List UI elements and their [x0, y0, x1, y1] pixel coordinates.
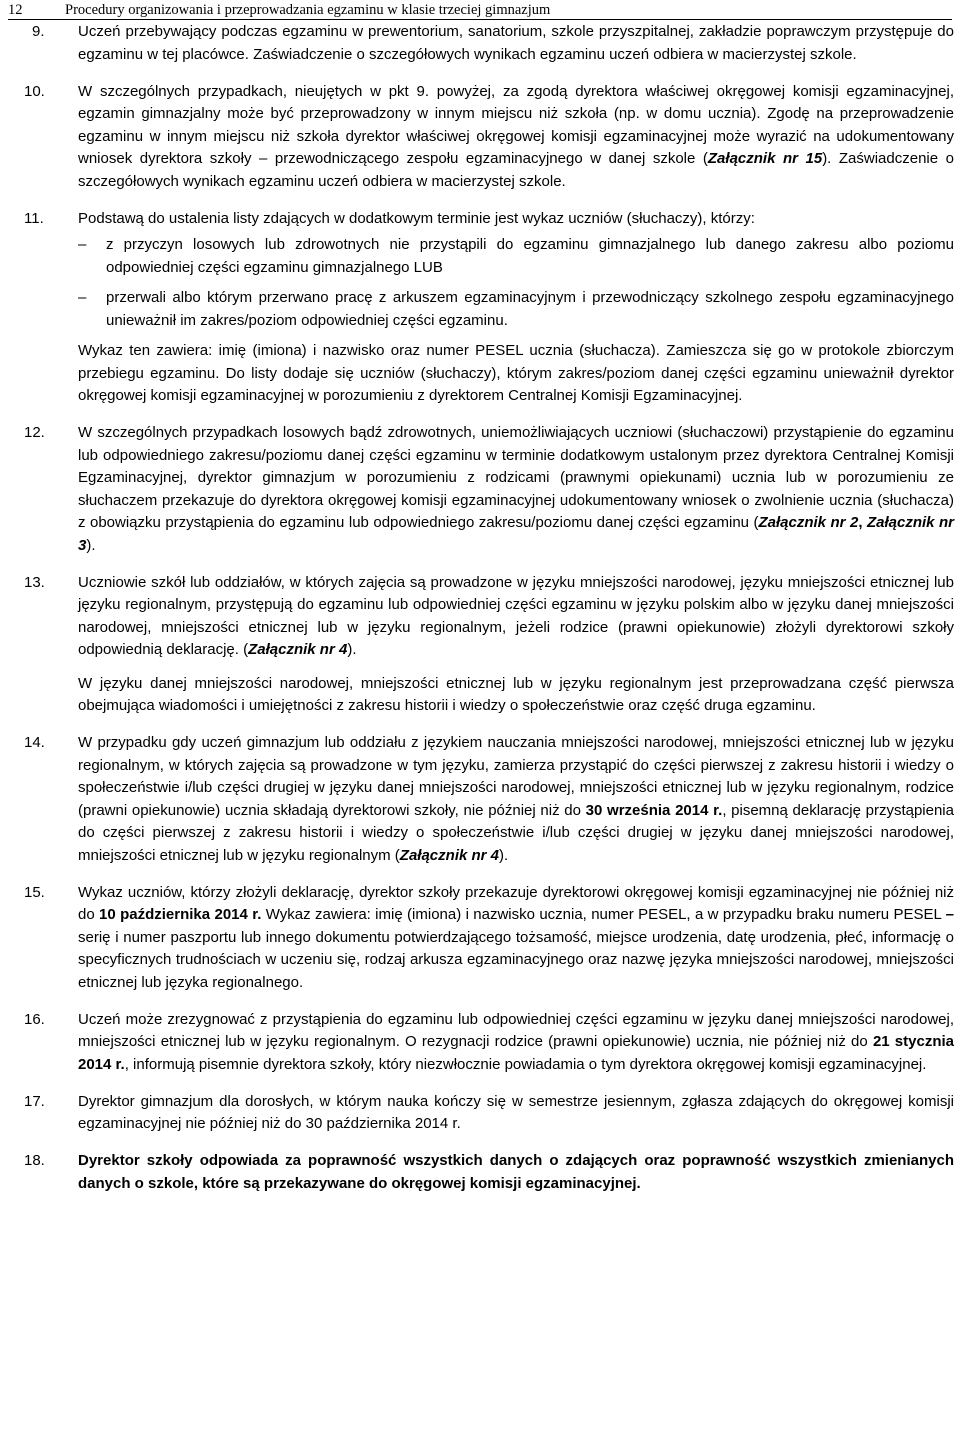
deadline-date: 10 października 2014 r. [99, 906, 262, 923]
item-number: 17. [24, 1092, 45, 1110]
item-text: W języku danej mniejszości narodowej, mniejszości etnicznej lub w języku regionalnym jest przeprowadzana część pierwsza obejmująca wiadomości i umiejętności z zakresu historii i wiedzy o społeczeństwie oraz część druga egzaminu. [78, 674, 954, 714]
list-item-12 [24, 422, 954, 557]
attachment-reference: Załącznik nr 3 [78, 514, 954, 554]
item-number: 12. [24, 424, 45, 441]
item-number: 11. [24, 209, 44, 227]
list-item-16 [24, 1009, 954, 1077]
list-item-10 [24, 81, 954, 194]
attachment-reference: Załącznik nr 15 [707, 150, 823, 167]
item-text: Dyrektor szkoły odpowiada za poprawność wszystkich danych o zdających oraz poprawność wszystkich zmienianych danych o szkole, które są przekazywane do okręgowej komisji egzaminacyjnej. [78, 1152, 954, 1192]
list-item-13 [24, 572, 954, 718]
attachment-reference: Załącznik nr 2 [758, 514, 859, 531]
item-number: 16. [24, 1010, 45, 1028]
page-header [8, 0, 952, 20]
item-text: Wykaz uczniów, którzy złożyli deklarację, dyrektor szkoły przekazuje dyrektorowi okręgowej komisji egzaminacyjnej nie później niż do 10 października 2014 r. Wykaz zawiera: imię (imiona) i nazwisko ucznia, numer PESEL, a w przypadku braku numeru PESEL – serię i numer paszportu lub innego dokumentu potwierdzającego tożsamość, miejsce urodzenia, datę urodzenia, płeć, informację o specyficznych trudnościach w uczeniu się, rodzaj arkusza egzaminacyjnego oraz nazwę języka mniejszości narodowej, mniejszości etnicznej lub języka regionalnego. [78, 883, 955, 991]
item-text: Podstawą do ustalenia listy zdających w dodatkowym terminie jest wykaz uczniów (słuchaczy), którzy: [78, 209, 755, 227]
list-item-14 [24, 732, 954, 867]
page-number: 12 [8, 2, 23, 18]
item-text: Wykaz ten zawiera: imię (imiona) i nazwisko oraz numer PESEL ucznia (słuchacza). Zamieszcza się go w protokole zbiorczym przebiegu egzaminu. Do listy dodaje się uczniów (słuchaczy), którym zakres/poziom danej części egzaminu unieważnił dyrektor okręgowej komisji egzaminacyjnej w porozumieniu z dyrektorem Centralnej Komisji Egzaminacyjnej. [78, 342, 954, 404]
item-text: Uczniowie szkół lub oddziałów, w których zajęcia są prowadzone w języku mniejszości narodowej, języku mniejszości etnicznej lub języku regionalnym, przystępują do egzaminu lub odpowiedniej części egzaminu w języku polskim albo w języku danej mniejszości narodowej, mniejszości etnicznej lub w języku regionalnym, jeżeli rodzice (prawni opiekunowie) złożyli dyrektorowi szkoły odpowiednią deklarację. (Załącznik nr 4). [78, 573, 954, 658]
item-text: W szczególnych przypadkach, nieujętych w pkt 9. powyżej, za zgodą dyrektora właściwej okręgowej komisji egzaminacyjnej, egzamin gimnazjalny może być przeprowadzony w innym miejscu niż szkoła (np. w domu ucznia). Zgodę na przeprowadzenie egzaminu w innym miejscu niż szkoła dyrektor właściwej okręgowej komisji egzaminacyjnej może wyrazić na udokumentowany wniosek dyrektora szkoły – przewodniczącego zespołu egzaminacyjnego w danej szkole (Załącznik nr 15). Zaświadczenie o szczegółowych wynikach egzaminu uczeń odbiera w macierzystej szkole. [78, 82, 954, 190]
list-item-9 [24, 21, 954, 66]
dash-marker: – [78, 236, 87, 253]
dash-text: przerwali albo którym przerwano pracę z arkuszem egzaminacyjnym i przewodniczący szkolnego zespołu egzaminacyjnego unieważnił im zakres/poziom odpowiedniej części egzaminu. [106, 289, 954, 329]
list-item-17 [24, 1091, 954, 1136]
attachment-reference: Załącznik nr 4 [399, 846, 500, 864]
deadline-date: 21 stycznia 2014 r. [78, 1033, 954, 1073]
item-number: 15. [24, 883, 45, 901]
item-text: W szczególnych przypadkach losowych bądź zdrowotnych, uniemożliwiających uczniowi (słuchaczowi) przystąpienie do egzaminu lub odpowiedniego zakresu/poziomu danej części egzaminu w terminie dodatkowym ustalonym przez dyrektora Centralnej Komisji Egzaminacyjnej, dyrektor gimnazjum w porozumieniu z rodzicami (prawnymi opiekunami) ucznia lub w porozumieniu ze słuchaczem przekazuje do dyrektora okręgowej komisji egzaminacyjnej udokumentowany wniosek o zwolnienie ucznia (słuchacza) z obowiązku przystąpienia do egzaminu lub odpowiedniego zakresu/poziomu danej części egzaminu (Załącznik nr 2, Załącznik nr 3). [78, 424, 954, 554]
item-text: Dyrektor gimnazjum dla dorosłych, w którym nauka kończy się w semestrze jesiennym, zgłasza zdających do okręgowej komisji egzaminacyjnej nie później niż do 30 października 2014 r. [78, 1092, 954, 1132]
dash-marker: – [78, 289, 87, 306]
item-number: 13. [24, 573, 45, 591]
item-number: 18. [24, 1152, 45, 1169]
header-title: Procedury organizowania i przeprowadzania egzaminu w klasie trzeciej gimnazjum [65, 2, 551, 18]
list-item-11 [24, 208, 954, 408]
dash-list-item [78, 287, 954, 332]
deadline-date: 30 września 2014 r. [585, 801, 723, 819]
dash-list-item [78, 234, 954, 279]
item-text: W przypadku gdy uczeń gimnazjum lub oddziału z językiem nauczania mniejszości narodowej, mniejszości etnicznej lub w języku regionalnym, w których zajęcia są prowadzone w tym języku, zamierza przystąpić do części pierwszej z zakresu historii i wiedzy o społeczeństwie i/lub części drugiej w języku danej mniejszości narodowej, mniejszości etnicznej lub w języku regionalnym, rodzice (prawni opiekunowie) ucznia składają dyrektorowi szkoły, nie później niż do 30 września 2014 r., pisemną deklarację przystąpienia do części pierwszej z zakresu historii i wiedzy o społeczeństwie i/lub części drugiej w języku danej mniejszości narodowej, mniejszości etnicznej lub w języku regionalnym (Załącznik nr 4). [78, 734, 954, 864]
list-item-18 [24, 1150, 954, 1195]
dash-text: z przyczyn losowych lub zdrowotnych nie przystąpili do egzaminu gimnazjalnego lub danego zakresu albo poziomu odpowiedniej części egzaminu gimnazjalnego LUB [106, 236, 954, 276]
list-item-15 [24, 882, 954, 995]
item-text: Uczeń może zrezygnować z przystąpienia do egzaminu lub odpowiedniej części egzaminu w języku danej mniejszości narodowej, mniejszości etnicznej lub w języku regionalnym. O rezygnacji rodzice (prawni opiekunowie) ucznia, nie później niż do 21 stycznia 2014 r., informują pisemnie dyrektora szkoły, który niezwłocznie powiadamia o tym dyrektora okręgowej komisji egzaminacyjnej. [78, 1010, 954, 1073]
document-body [24, 21, 954, 1195]
item-number: 14. [24, 734, 45, 751]
item-number: 9. [32, 23, 45, 40]
item-number: 10. [24, 82, 45, 100]
attachment-reference: Załącznik nr 4 [248, 641, 348, 658]
item-text: Uczeń przebywający podczas egzaminu w prewentorium, sanatorium, szkole przyszpitalnej, zakładzie poprawczym przystępuje do egzaminu w tej placówce. Zaświadczenie o szczegółowych wynikach egzaminu uczeń odbiera w macierzystej szkole. [78, 23, 954, 63]
